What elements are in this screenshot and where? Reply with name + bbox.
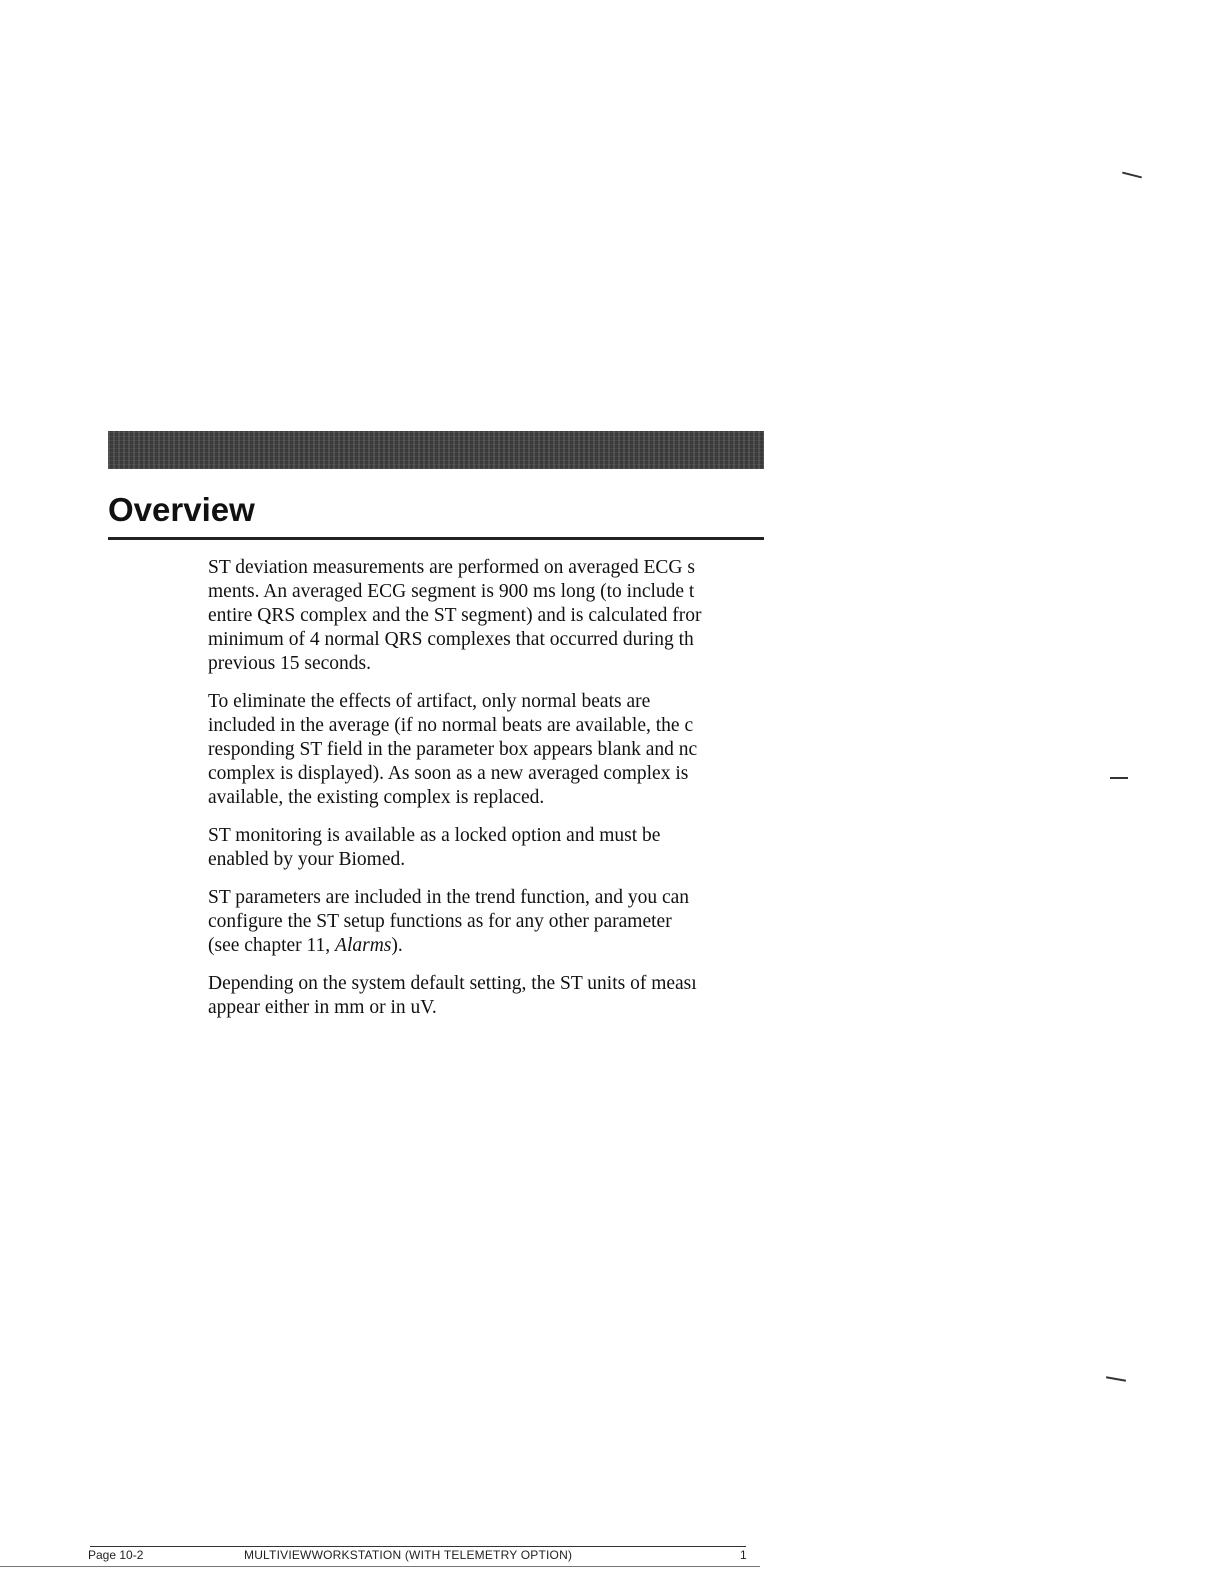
text-line: complex is displayed). As soon as a new averaged complex is — [208, 763, 689, 784]
text-line: available, the existing complex is replaced. — [208, 787, 545, 808]
text-line: To eliminate the effects of artifact, only normal beats are — [208, 691, 651, 712]
text-line: Depending on the system default setting, the ST units of meası — [208, 973, 697, 994]
margin-mark — [1106, 1376, 1126, 1381]
margin-mark — [1110, 777, 1128, 779]
text-line: configure the ST setup functions as for any other parameter — [208, 911, 672, 932]
margin-mark — [1122, 172, 1142, 179]
footer-product-name: MULTIVIEWWORKSTATION (WITH TELEMETRY OPTION) — [244, 1548, 573, 1562]
text-line: enabled by your Biomed. — [208, 849, 406, 870]
text-line: ST monitoring is available as a locked option and must be — [208, 825, 661, 846]
text-line: included in the average (if no normal beats are available, the c — [208, 715, 694, 736]
text-line: previous 15 seconds. — [208, 653, 372, 674]
footer-right-mark: 1 — [740, 1548, 747, 1562]
text-line: ments. An averaged ECG segment is 900 ms long (to include t — [208, 581, 695, 602]
text-line: entire QRS complex and the ST segment) and is calculated fror — [208, 605, 702, 626]
title-underline — [108, 537, 764, 540]
paragraph-2 — [208, 690, 764, 810]
paragraph-3 — [208, 824, 764, 872]
section-title: Overview — [108, 491, 255, 528]
footer-page-number: Page 10-2 — [88, 1548, 144, 1562]
paragraph-4 — [208, 886, 764, 958]
text-line: minimum of 4 normal QRS complexes that occurred during th — [208, 629, 694, 650]
section-header-band — [108, 431, 764, 469]
paragraph-1 — [208, 556, 764, 676]
text-line: ST parameters are included in the trend function, and you can — [208, 887, 690, 908]
text-line: responding ST field in the parameter box appears blank and nc — [208, 739, 698, 760]
reference-suffix: ). — [391, 935, 403, 956]
text-line: appear either in mm or in uV. — [208, 997, 437, 1018]
text-line: ST deviation measurements are performed on averaged ECG s — [208, 557, 695, 578]
paragraph-5 — [208, 972, 764, 1020]
footer-rule — [90, 1546, 746, 1547]
text-line-with-reference — [208, 934, 764, 958]
body-text — [208, 556, 764, 1034]
alarms-chapter-reference: Alarms — [335, 935, 392, 956]
reference-prefix: (see chapter 11, — [208, 935, 336, 956]
page-edge-line — [0, 1566, 760, 1567]
